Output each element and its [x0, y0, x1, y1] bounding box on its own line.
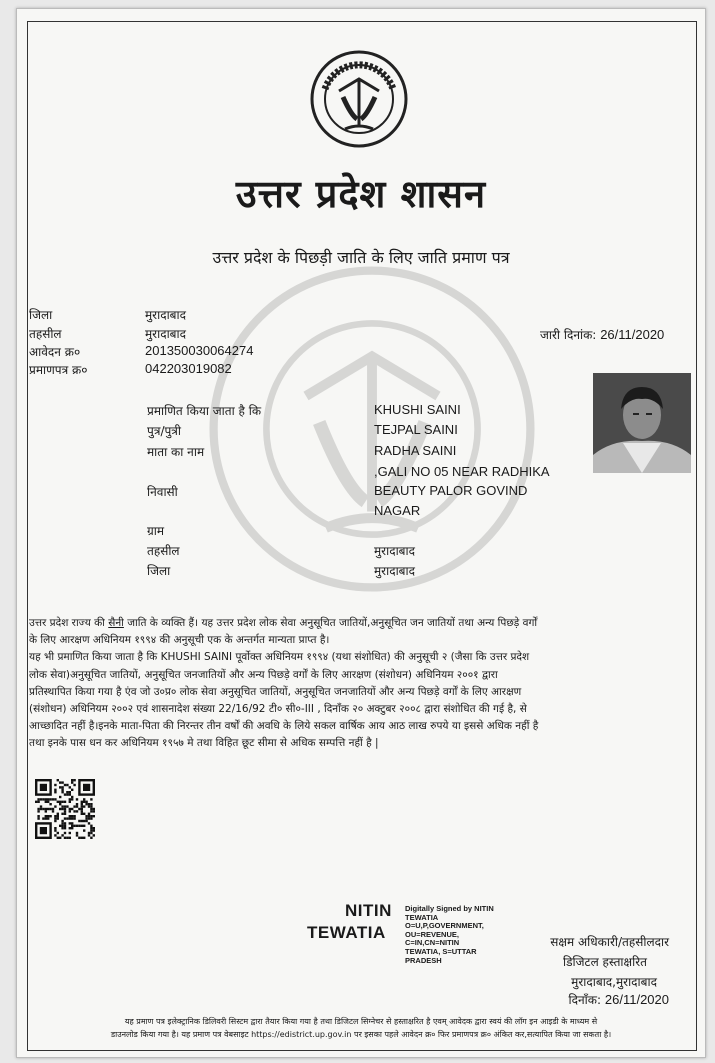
paragraph-text: उत्तर प्रदेश राज्य की — [29, 617, 109, 629]
paragraph-line: प्रतिस्थापित किया गया है एंव जो उ०प्र० लोक सेवा अनुसूचित जातियों, अनुसूचित जनजातियों और अन्य पिछड़े वर्गों के लिए आरक्षण — [29, 685, 522, 698]
officer-date-value: 26/11/2020 — [604, 992, 669, 1007]
issue-date — [540, 326, 664, 343]
paragraph-line — [29, 615, 693, 632]
footer-note — [17, 1015, 705, 1041]
address-line-2: BEAUTY PALOR GOVIND — [374, 483, 528, 498]
applicant-photo — [593, 373, 691, 473]
issue-date-label: जारी दिनांक: — [540, 328, 597, 342]
tehsil-value: मुरादाबाद — [145, 327, 187, 341]
applicant-name: KHUSHI SAINI — [374, 402, 461, 417]
address-line-3: NAGAR — [374, 503, 421, 518]
details-tehsil-label: तहसील — [147, 544, 180, 558]
details-district-label: जिला — [147, 564, 171, 578]
certificate-page — [16, 8, 706, 1058]
signature-detail-line: OU=REVENUE, — [405, 929, 459, 939]
paragraph-line: यह भी प्रमाणित किया जाता है कि KHUSHI SAINI पूर्वोक्त अधिनियम १९९४ (यथा संशोधित) की अनुसूची २ (जैसा कि उत्तर प्रदेश — [29, 651, 530, 664]
paragraph-line: (संशोधन) अधिनियम २००२ एवं शासनादेश संख्या 22/16/92 टी० सी०-III , दिनाँक २० अक्टुबर २००८ द्वारा संशोधित की गई है, से — [29, 703, 527, 716]
details-tehsil-value: मुरादाबाद — [374, 544, 416, 558]
residence-label: निवासी — [147, 485, 178, 499]
parent-name: TEJPAL SAINI — [374, 422, 458, 437]
certificate-subtitle: उत्तर प्रदेश के पिछड़ी जाति के लिए जाति प्रमाण पत्र — [212, 248, 510, 267]
paragraph-line: आच्छादित नहीं है।इनके माता-पिता की निरन्तर तीन वर्षों की अवधि के लिये सकल वार्षिक आय आठ लाख रुपये या इससे अधिक नहीं है — [29, 720, 539, 733]
signature-detail-line: Digitally Signed by NITIN — [405, 904, 494, 913]
footer-line-2: डाउनलोड किया गया है। यह प्रमाण पत्र वेबसाइट https://edistrict.up.gov.in पर इसका पहले आवेदन क्र० फिर प्रमाणपत्र क्र० अंकित कर,सत्यापित किया जा सकता है। — [110, 1030, 612, 1039]
address-line-1: ,GALI NO 05 NEAR RADHIKA — [374, 464, 550, 479]
footer-line-1: यह प्रमाण पत्र इलेक्ट्रानिक डिलिवरी सिस्टम द्वारा तैयार किया गया है तथा डिजिटल सिग्नेचर से हस्ताक्षरित है एवम् आवेदक द्वारा स्वयं की लॉग इन आइडी के माध्यम से — [124, 1017, 598, 1026]
page-title: उत्तर प्रदेश शासन — [235, 171, 487, 216]
officer-date-label: दिनाँक: — [568, 993, 602, 1007]
application-number-value: 201350030064274 — [145, 343, 254, 358]
village-label: ग्राम — [147, 524, 165, 538]
certification-paragraph — [29, 615, 693, 753]
mother-label: माता का नाम — [147, 445, 205, 459]
signature-detail-line: TEWATIA, S=UTTAR — [405, 946, 477, 956]
paragraph-line: लोक सेवा)अनुसूचित जातियों, अनुसूचित जनजातियों और अन्य पिछड़े वर्गों के लिए आरक्षण (संशोधन) अधिनियम २००१ द्वारा — [29, 668, 498, 681]
parent-label: पुत्र/पुत्री — [147, 424, 182, 438]
signature-detail-line: C=IN,CN=NITIN — [405, 938, 460, 948]
issue-date-value: 26/11/2020 — [600, 327, 665, 342]
caste-name: सैनी — [108, 617, 124, 629]
application-number-label: आवेदन क्र० — [29, 345, 81, 359]
signature-detail-line: TEWATIA — [405, 912, 439, 922]
certificate-number-label: प्रमाणपत्र क्र० — [29, 363, 88, 377]
district-label: जिला — [29, 308, 53, 322]
state-emblem-logo — [309, 49, 409, 149]
officer-title: सक्षम अधिकारी/तहसीलदार — [550, 935, 669, 949]
signer-name-line-1: NITIN — [345, 901, 392, 920]
signature-detail-line: PRADESH — [405, 955, 442, 965]
state-emblem-watermark — [207, 264, 537, 594]
signer-name-line-2: TEWATIA — [307, 923, 386, 942]
officer-location: मुरादाबाद,मुरादाबाद — [571, 975, 657, 989]
digital-signature — [307, 899, 507, 969]
paragraph-line: के लिए आरक्षण अधिनियम १९९४ की अनुसूची एक के अन्तर्गत मान्यता प्राप्त है। — [29, 634, 330, 647]
certificate-number-value: 042203019082 — [145, 361, 232, 376]
paragraph-text: जाति के व्यक्ति हैं। यह उत्तर प्रदेश लोक सेवा अनुसूचित जातियों,अनुसूचित जन जातियों तथा अन्य पिछड़े वर्गों — [123, 617, 538, 629]
signature-details — [405, 905, 515, 965]
details-district-value: मुरादाबाद — [374, 564, 416, 578]
certify-label: प्रमाणित किया जाता है कि — [147, 404, 262, 418]
signature-detail-line: O=U,P,GOVERNMENT, — [405, 921, 484, 931]
district-value: मुरादाबाद — [145, 308, 187, 322]
qr-code — [35, 779, 95, 839]
mother-name: RADHA SAINI — [374, 443, 457, 458]
tehsil-label: तहसील — [29, 327, 62, 341]
officer-date — [569, 991, 669, 1008]
digitally-signed-label: डिजिटल हस्ताक्षरित — [563, 955, 647, 969]
paragraph-line: तथा इनके पास धन कर अधिनियम १९५७ मे तथा विहित छूट सीमा से अधिक सम्पत्ति नहीं है | — [29, 737, 379, 750]
